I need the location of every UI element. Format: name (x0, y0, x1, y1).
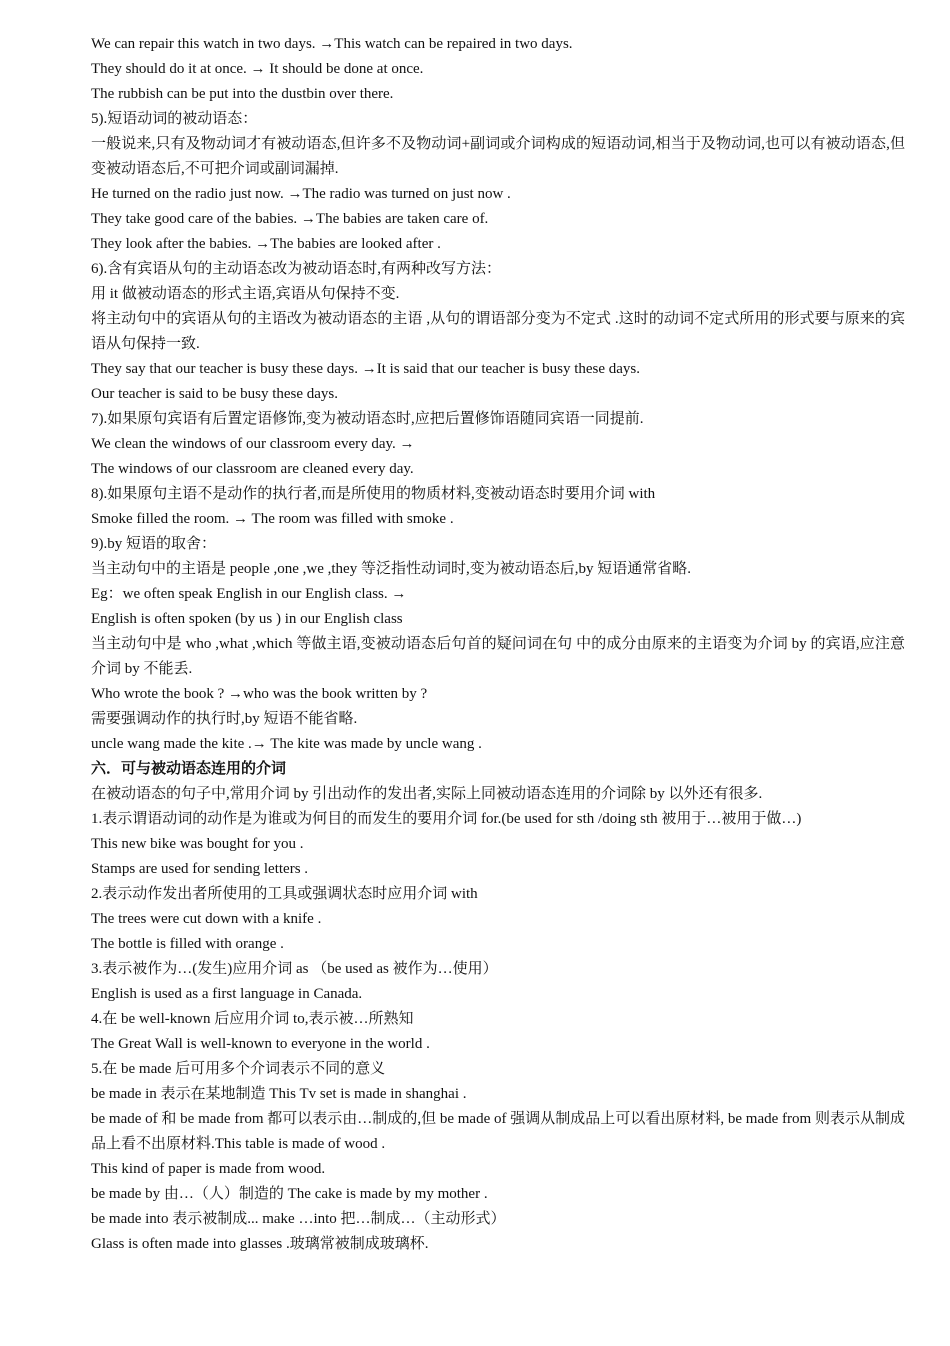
text-paragraph: 一般说来,只有及物动词才有被动语态,但许多不及物动词+副词或介词构成的短语动词,相当于及物动词,也可以有被动语态,但变被动语态后,不可把介词或副词漏掉. (91, 136, 905, 177)
text-line: 在被动语态的句子中,常用介词 by 引出动作的发出者,实际上同被动语态连用的介词除 by 以外还有很多. (91, 786, 763, 802)
text-line: They say that our teacher is busy these days. →It is said that our teacher is busy these days. (91, 361, 641, 377)
text-line: They look after the babies. →The babies are looked after . (91, 236, 441, 252)
text-line: uncle wang made the kite .→ The kite was made by uncle wang . (91, 736, 482, 752)
section-heading: 7).如果原句宾语有后置定语修饰,变为被动语态时,应把后置修饰语随同宾语一同提前. (91, 411, 644, 427)
text-line: be made by 由…（人）制造的 The cake is made by my mother . (91, 1186, 488, 1202)
text-line: English is used as a first language in Canada. (91, 986, 363, 1002)
chapter-heading: 六．可与被动语态连用的介词 (91, 761, 287, 777)
text-line: be made in 表示在某地制造 This Tv set is made in shanghai . (91, 1086, 467, 1102)
text-line: be made into 表示被制成... make …into 把…制成…（主动形式） (91, 1211, 506, 1227)
section-heading: 8).如果原句主语不是动作的执行者,而是所使用的物质材料,变被动语态时要用介词 with (91, 486, 656, 502)
text-line: Eg：we often speak English in our English class. → (91, 586, 407, 602)
text-line: They take good care of the babies. →The babies are taken care of. (91, 211, 489, 227)
text-line: He turned on the radio just now. →The radio was turned on just now . (91, 186, 511, 202)
text-line: The Great Wall is well-known to everyone in the world . (91, 1036, 430, 1052)
text-line: This new bike was bought for you . (91, 836, 304, 852)
section-heading: 5.在 be made 后可用多个介词表示不同的意义 (91, 1061, 386, 1077)
text-paragraph: be made of 和 be made from 都可以表示由…制成的,但 be made of 强调从制成品上可以看出原材料, be made from 则表示从制成品上看不出原材料.This table is made of wood . (91, 1111, 905, 1152)
text-line: 用 it 做被动语态的形式主语,宾语从句保持不变. (91, 286, 400, 302)
section-heading: 3.表示被作为…(发生)应用介词 as （be used as 被作为…使用） (91, 961, 498, 977)
text-line: 需要强调动作的执行时,by 短语不能省略. (91, 711, 358, 727)
text-paragraph: 当主动句中是 who ,what ,which 等做主语,变被动语态后句首的疑问词在句 中的成分由原来的主语变为介词 by 的宾语,应注意介词 by 不能丢. (91, 636, 905, 677)
text-line: Smoke filled the room. → The room was filled with smoke . (91, 511, 454, 527)
text-line: 当主动句中的主语是 people ,one ,we ,they 等泛指性动词时,变为被动语态后,by 短语通常省略. (91, 561, 691, 577)
section-heading: 5).短语动词的被动语态： (91, 111, 258, 127)
section-heading: 6).含有宾语从句的主动语态改为被动语态时,有两种改写方法： (91, 261, 501, 277)
text-line: Glass is often made into glasses .玻璃常被制成玻璃杯. (91, 1236, 429, 1252)
section-heading: 4.在 be well-known 后应用介词 to,表示被…所熟知 (91, 1011, 414, 1027)
text-line: The windows of our classroom are cleaned every day. (91, 461, 414, 477)
document-page (91, 32, 905, 1257)
text-line: English is often spoken (by us ) in our English class (91, 611, 403, 627)
text-line: Who wrote the book ? →who was the book written by ? (91, 686, 428, 702)
text-line: The trees were cut down with a knife . (91, 911, 322, 927)
text-line: The rubbish can be put into the dustbin over there. (91, 86, 394, 102)
text-line: We can repair this watch in two days. →This watch can be repaired in two days. (91, 36, 573, 52)
text-paragraph: 将主动句中的宾语从句的主语改为被动语态的主语 ,从句的谓语部分变为不定式 .这时的动词不定式所用的形式要与原来的宾语从句保持一致. (91, 311, 905, 352)
text-paragraph: 1.表示谓语动词的动作是为谁或为何目的而发生的要用介词 for.(be used for sth /doing sth 被用于…被用于做…) (91, 811, 802, 827)
section-heading: 2.表示动作发出者所使用的工具或强调状态时应用介词 with (91, 886, 478, 902)
text-line: We clean the windows of our classroom every day. → (91, 436, 415, 452)
section-heading: 9).by 短语的取舍： (91, 536, 216, 552)
text-line: This kind of paper is made from wood. (91, 1161, 326, 1177)
text-line: Stamps are used for sending letters . (91, 861, 309, 877)
text-line: Our teacher is said to be busy these days. (91, 386, 339, 402)
text-line: The bottle is filled with orange . (91, 936, 284, 952)
text-line: They should do it at once. → It should be done at once. (91, 61, 424, 77)
